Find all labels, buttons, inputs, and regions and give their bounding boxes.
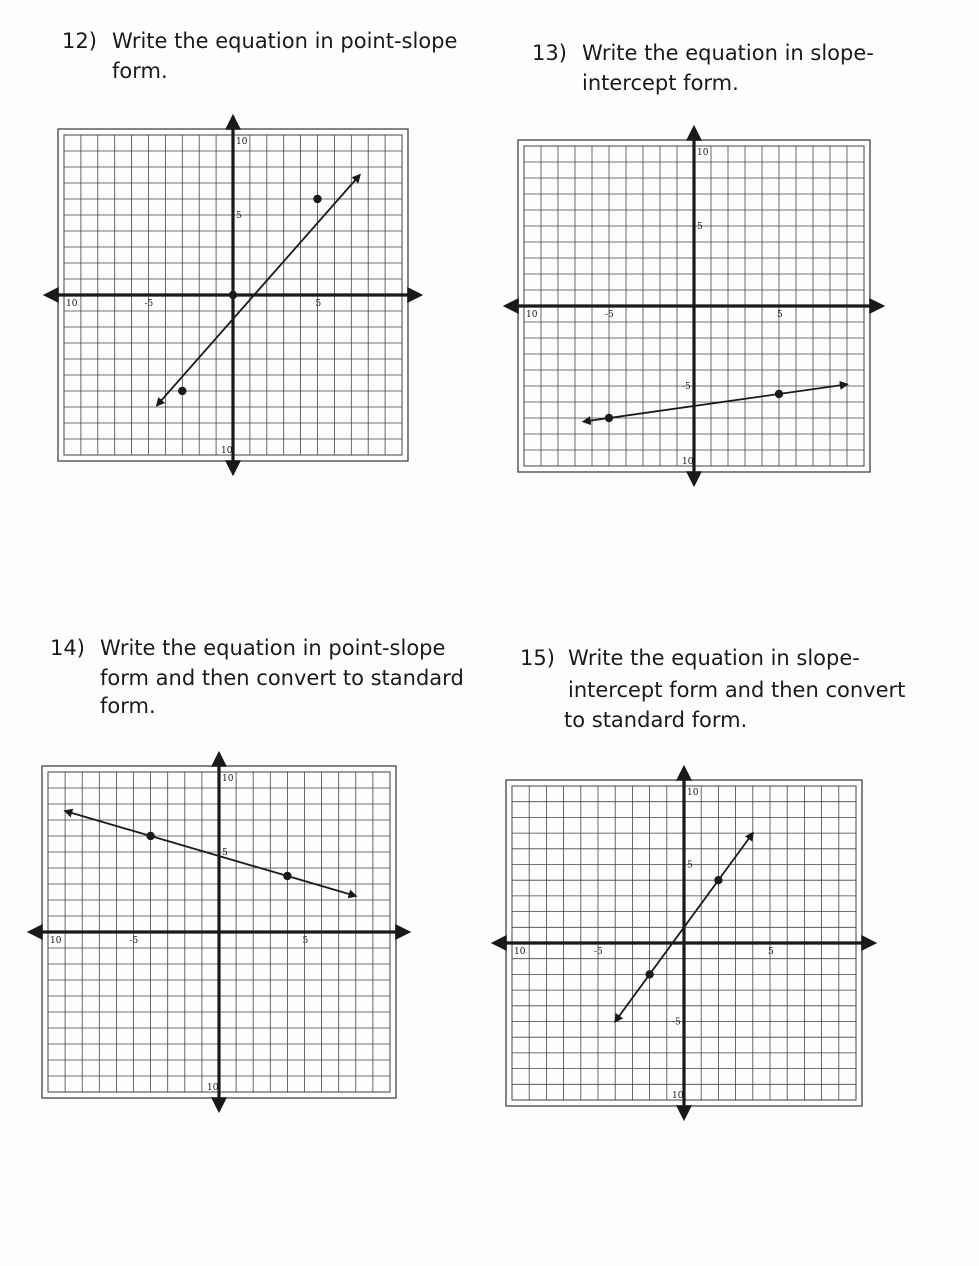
tick-label-y-top: 10 (697, 148, 709, 158)
tick-label-y-bottom: 10 (207, 1083, 219, 1093)
tick-label-y-neg5: -5 (672, 1017, 681, 1028)
prompt-line: form and then convert to standard (100, 666, 464, 690)
tick-label-y-5: 5 (687, 860, 693, 871)
tick-label-x-neg5: -5 (129, 936, 139, 946)
tick-label-x-5: 5 (302, 936, 309, 946)
tick-label-y-bottom: 10 (682, 457, 694, 467)
plotted-point (714, 876, 722, 884)
prompt-line: intercept form. (582, 71, 739, 95)
prompt-line: to standard form. (564, 708, 748, 732)
tick-label-x-left: 10 (66, 299, 78, 309)
tick-label-y-bottom: 10 (672, 1091, 684, 1101)
tick-label-y-top: 10 (222, 774, 234, 784)
tick-label-x-neg5: -5 (144, 299, 154, 309)
problem-number: 15) (520, 646, 555, 670)
problem-number: 13) (532, 41, 567, 65)
tick-label-x-neg5: -5 (605, 310, 614, 320)
problem-number: 14) (50, 636, 85, 660)
prompt-line: Write the equation in slope- (582, 41, 874, 65)
tick-label-x-left: 10 (50, 936, 62, 946)
tick-label-y-5: 5 (222, 848, 228, 858)
tick-label-y-top: 10 (236, 137, 248, 147)
prompt-line: form. (112, 59, 168, 83)
tick-label-x-left: 10 (514, 947, 526, 957)
plotted-point (645, 970, 653, 978)
tick-label-y-bottom: 10 (221, 446, 233, 456)
tick-label-x-5: 5 (315, 299, 322, 309)
tick-label-y-top: 10 (687, 788, 699, 798)
tick-label-y-neg5: -5 (682, 382, 691, 392)
problem-number: 12) (62, 29, 97, 53)
tick-label-y-5: 5 (697, 222, 703, 232)
tick-label-x-5: 5 (768, 947, 774, 957)
prompt-line: Write the equation in point-slope (100, 636, 446, 660)
tick-label-x-neg5: -5 (594, 947, 603, 957)
prompt-line: form. (100, 694, 156, 718)
prompt-line: intercept form and then convert (568, 678, 906, 702)
tick-label-y-5: 5 (236, 211, 242, 221)
prompt-line: Write the equation in slope- (568, 646, 860, 670)
tick-label-x-left: 10 (526, 310, 538, 320)
prompt-line: Write the equation in point-slope (112, 29, 458, 53)
tick-label-x-5: 5 (777, 310, 783, 320)
